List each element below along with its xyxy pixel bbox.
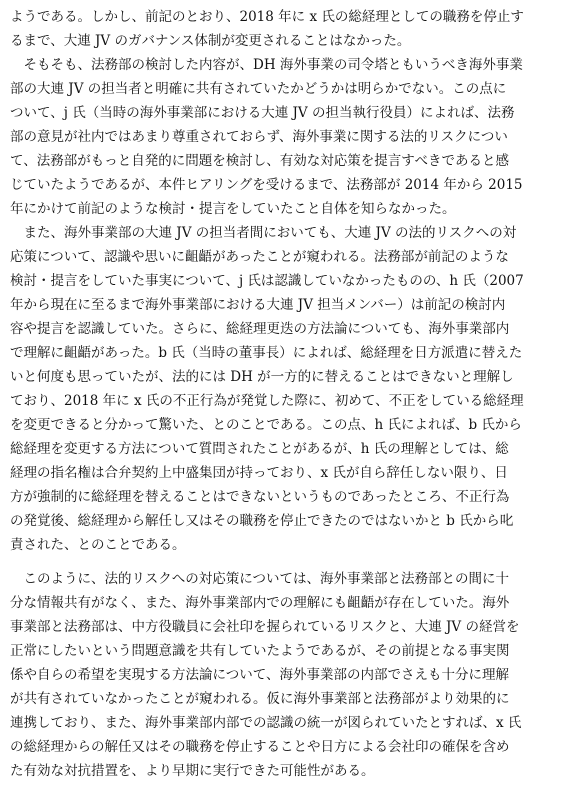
text-line: 容や提言を認識していた。さらに、総経理更迭の方法論についても、海外事業部内 [10,321,510,337]
text-line: の総経理からの解任又はその職務を停止することや日方による会社印の確保を含め [10,739,510,755]
text-line: 係や自らの希望を実現する方法論について、海外事業部の内部でさえも十分に理解 [10,667,509,683]
text-line: 部の意見が社内ではあまり尊重されておらず、海外事業に関する法的リスクについ [10,129,508,145]
text-line: ようである。しかし、前記のとおり、2018 年に x 氏の総経理としての職務を停止す [10,9,524,25]
text-line: 責された、とのことである。 [10,537,186,553]
text-line: 応策について、認識や思いに齟齬があったことが窺われる。法務部が前記のような [10,249,509,265]
text-line: このように、法的リスクへの対応策については、海外事業部と法務部との間に十 [10,571,509,587]
text-line: が共有されていなかったことが窺われる。仮に海外事業部と法務部がより効果的に [10,691,510,707]
text-line: の発覚後、総経理から解任し又はその職務を停止できたのではないかと b 氏から叱 [10,513,514,529]
text-line: て、法務部がもっと自発的に問題を検討し、有効な対応策を提言すべきであると感 [10,153,509,169]
text-line: た有効な対抗措置を、より早期に実行できた可能性がある。 [10,763,375,779]
text-line: 分な情報共有がなく、また、海外事業部内での理解にも齟齬が存在していた。海外 [10,595,510,611]
text-line: で理解に齟齬があった。b 氏（当時の董事長）によれば、総経理を日方派遣に替えた [10,345,523,361]
text-line: 部の大連 JV の担当者と明確に共有されていたかどうかは明らかでない。この点に [10,81,507,97]
text-line: ており、2018 年に x 氏の不正行為が発覚した際に、初めて、不正をしている総経理 [10,393,524,409]
text-line: を変更できると分かって驚いた、とのことである。この点、h 氏によれば、b 氏から [10,417,522,433]
text-line: いと何度も思っていたが、法的には DH が一方的に替えることはできないと理解し [10,369,514,385]
text-line: 事業部と法務部は、中方役職員に会社印を握られているリスクと、大連 JV の経営を [10,619,520,635]
text-line: 年から現在に至るまで海外事業部における大連 JV 担当メンバー）は前記の検討内 [10,297,506,313]
text-line: そもそも、法務部の検討した内容が、DH 海外事業の司令塔ともいうべき海外事業 [10,57,523,73]
text-line: 経理の指名権は合弁契約上中盛集団が持っており、x 氏が自ら辞任しない限り、日 [10,465,508,481]
text-line: じていたようであるが、本件ヒアリングを受けるまで、法務部が 2014 年から 2015 [10,177,523,193]
text-line: 年にかけて前記のような検討・提言をしていたこと自体を知らなかった。 [10,201,456,217]
text-line: 検討・提言をしていた事実について、j 氏は認識していなかったものの、h 氏（2007 [10,273,524,289]
text-line: 正常にしたいという問題意識を共有していたようであるが、その前提となる事実関 [10,643,510,659]
text-line: また、海外事業部の大連 JV の担当者間においても、大連 JV の法的リスクへの対 [10,225,517,241]
text-line: 総経理を変更する方法について質問されたことがあるが、h 氏の理解としては、総 [10,441,509,457]
text-line: ついて、j 氏（当時の海外事業部における大連 JV の担当執行役員）によれば、法務 [10,105,515,121]
text-line: るまで、大連 JV のガバナンス体制が変更されることはなかった。 [10,33,411,49]
text-line: 方が強制的に総経理を替えることはできないというものであったところ、不正行為 [10,489,510,505]
text-line: 連携しており、また、海外事業部内部での認識の統一が図られていたとすれば、x 氏 [10,715,522,731]
